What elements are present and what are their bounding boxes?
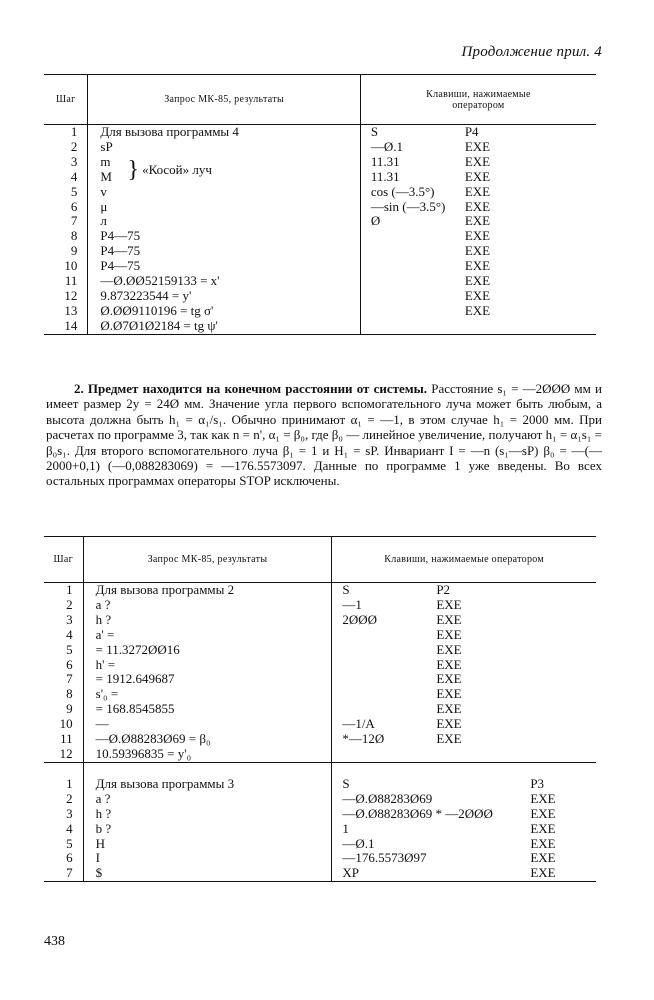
query-text: P4—75 xyxy=(100,228,141,244)
step-number: 9 xyxy=(66,701,73,717)
step-number: 6 xyxy=(70,198,78,214)
query-text: —Ø.Ø88283Ø69 = β₀ xyxy=(95,731,211,747)
key-exe: EXE xyxy=(464,258,491,274)
key-exe: EXE xyxy=(530,820,556,836)
step-number: 5 xyxy=(70,183,78,199)
query-text: h ? xyxy=(95,611,112,627)
key-exe: EXE xyxy=(464,228,491,244)
key-exe: EXE xyxy=(464,273,491,289)
key-exe: EXE xyxy=(464,243,491,259)
key-exe: EXE xyxy=(464,213,491,229)
key-input: —Ø.1 xyxy=(370,138,403,154)
key-input: *—12Ø xyxy=(342,731,385,747)
query-column xyxy=(88,125,360,335)
col-header-query: Запрос МК-85, результаты xyxy=(88,75,360,125)
query-text: I xyxy=(95,850,100,866)
query-column xyxy=(83,583,332,763)
query-text: Для вызова программы 3 xyxy=(95,775,235,791)
key-exe: EXE xyxy=(464,168,491,184)
key-sequence xyxy=(361,140,596,155)
key-sequence xyxy=(361,200,596,215)
key-input: —1 xyxy=(342,596,362,612)
key-input: 11.31 xyxy=(370,168,400,184)
step-number: 12 xyxy=(64,287,78,303)
key-input: —1/A xyxy=(342,716,375,732)
step-number: 3 xyxy=(70,153,78,169)
key-exe: EXE xyxy=(464,198,491,214)
key-exe: P4 xyxy=(464,124,479,139)
step-column xyxy=(44,125,88,335)
key-exe: EXE xyxy=(464,153,491,169)
query-text: M xyxy=(100,168,112,184)
step-number: 1 xyxy=(66,775,73,791)
step-number: 5 xyxy=(66,835,73,851)
step-number: 4 xyxy=(66,820,73,836)
key-sequence xyxy=(332,747,596,762)
query-text: a ? xyxy=(95,790,111,806)
step-number: 10 xyxy=(59,716,73,732)
col-header-step: Шаг xyxy=(44,537,83,583)
key-sequence xyxy=(332,598,596,613)
key-exe: EXE xyxy=(530,865,556,881)
key-sequence xyxy=(332,702,596,717)
key-sequence xyxy=(361,244,596,259)
key-sequence xyxy=(332,658,596,673)
key-input: cos (—3.5°) xyxy=(370,183,435,199)
query-text: — xyxy=(95,716,109,732)
key-sequence xyxy=(332,837,596,852)
key-sequence xyxy=(332,732,596,747)
step-column xyxy=(44,762,83,881)
key-exe: EXE xyxy=(436,671,462,687)
paragraph-lead: 2. Предмет находится на конечном расстоянии от системы. xyxy=(74,381,428,396)
key-exe: EXE xyxy=(436,731,462,747)
key-exe: EXE xyxy=(436,716,462,732)
step-number: 11 xyxy=(60,731,73,747)
table-program-4 xyxy=(44,74,596,335)
key-sequence xyxy=(332,866,596,881)
key-exe: EXE xyxy=(436,641,462,657)
key-exe: EXE xyxy=(530,835,556,851)
query-text: μ xyxy=(100,198,108,214)
key-sequence xyxy=(361,214,596,229)
page-number: 438 xyxy=(44,934,65,949)
step-number: 4 xyxy=(70,168,78,184)
key-input: S xyxy=(370,124,379,139)
step-number: 4 xyxy=(66,626,73,642)
col-header-step: Шаг xyxy=(44,75,88,125)
query-text: = 1912.649687 xyxy=(95,671,175,687)
query-text: л xyxy=(100,213,107,229)
key-sequence xyxy=(361,125,596,140)
query-text: $ xyxy=(95,865,103,881)
key-exe: EXE xyxy=(436,701,462,717)
step-number: 7 xyxy=(70,213,78,229)
step-number: 3 xyxy=(66,805,73,821)
key-exe: EXE xyxy=(436,686,462,702)
key-exe: EXE xyxy=(530,805,556,821)
key-exe: EXE xyxy=(436,596,462,612)
key-sequence xyxy=(361,289,596,304)
key-sequence xyxy=(332,851,596,866)
key-exe: EXE xyxy=(436,611,462,627)
keys-column xyxy=(332,583,596,763)
step-number: 7 xyxy=(66,865,73,881)
key-sequence xyxy=(332,643,596,658)
key-exe: EXE xyxy=(436,626,462,642)
step-number: 14 xyxy=(64,317,78,333)
key-input: 2ØØØ xyxy=(342,611,377,627)
step-number: 1 xyxy=(70,124,78,139)
key-input: Ø xyxy=(370,213,381,229)
query-text: 10.59396835 = y'₀ xyxy=(95,745,192,761)
query-text: a ? xyxy=(95,596,111,612)
step-number: 11 xyxy=(64,273,78,289)
paragraph-distance-note xyxy=(46,381,602,489)
keys-column xyxy=(332,762,596,881)
query-text: Для вызова программы 4 xyxy=(100,124,239,139)
brace-symbol: } xyxy=(127,156,140,183)
key-sequence xyxy=(332,687,596,702)
step-number: 5 xyxy=(66,641,73,657)
step-number: 10 xyxy=(64,258,78,274)
step-number: 6 xyxy=(66,850,73,866)
col-header-keys: Клавиши, нажимаемые оператором xyxy=(360,75,596,125)
query-text: sP xyxy=(100,138,113,154)
query-text: = 11.3272ØØ16 xyxy=(95,641,180,657)
query-text: P4—75 xyxy=(100,258,141,274)
key-sequence xyxy=(332,628,596,643)
key-exe: EXE xyxy=(464,138,491,154)
key-sequence xyxy=(332,807,596,822)
key-exe: P3 xyxy=(530,775,545,791)
key-exe: EXE xyxy=(464,302,491,318)
step-number: 12 xyxy=(59,745,73,761)
step-number: 1 xyxy=(66,582,73,597)
query-text: s'₀ = xyxy=(95,686,119,702)
key-exe: EXE xyxy=(464,183,491,199)
key-input: S xyxy=(342,775,350,791)
key-exe: EXE xyxy=(436,656,462,672)
key-input: —Ø.1 xyxy=(342,835,375,851)
key-sequence xyxy=(361,274,596,289)
keys-column xyxy=(360,125,596,335)
step-column xyxy=(44,583,83,763)
query-text: H xyxy=(95,835,106,851)
key-sequence xyxy=(332,672,596,687)
key-input: 1 xyxy=(342,820,349,836)
key-input: S xyxy=(342,582,350,597)
key-input: —sin (—3.5°) xyxy=(370,198,446,214)
query-text: = 168.8545855 xyxy=(95,701,175,717)
key-sequence xyxy=(361,319,596,334)
key-sequence xyxy=(332,583,596,598)
paragraph-body: Расстояние s₁ = —2ØØØ мм и имеет размер 2y = 24Ø мм. Значение угла первого вспомогательного луча может быть любым, а высота должна быть h₁ = α₁/s₁. Обычно принимают α₁ = —1, в этом случае h₁ = 2000 мм. При расчетах по программе 3, так как n = n', α₁ = β₀, где β₀ — линейное увеличение, получают h₁ = α₁s₁ = β₀s₁. Для второго вспомогательного луча β₁ = 1 и H₁ = sP. Инвариант I = —n (s₁—sP) β₀ = —(—2000+0,1) (—0,088283069) = —176.5573097. Данные по программе 1 уже введены. Во всех остальных программах операторы STOP исключены. xyxy=(46,381,602,489)
step-number: 7 xyxy=(66,671,73,687)
table-program-2-3 xyxy=(44,536,596,882)
query-text: Для вызова программы 2 xyxy=(95,582,235,597)
step-number: 2 xyxy=(66,790,73,806)
query-text: —Ø.ØØ52159133 = x' xyxy=(100,273,220,289)
key-sequence xyxy=(332,777,596,792)
query-text: h' = xyxy=(95,656,116,672)
key-input: —Ø.Ø88283Ø69 * —2ØØØ xyxy=(342,805,493,821)
key-sequence xyxy=(332,613,596,628)
key-sequence xyxy=(332,792,596,807)
running-header: Продолжение прил. 4 xyxy=(461,44,602,60)
query-text: P4—75 xyxy=(100,243,141,259)
key-sequence xyxy=(332,717,596,732)
key-input: —Ø.Ø88283Ø69 xyxy=(342,790,433,806)
key-exe: EXE xyxy=(464,287,491,303)
key-exe: EXE xyxy=(530,790,556,806)
query-text: h ? xyxy=(95,805,112,821)
step-number: 2 xyxy=(66,596,73,612)
step-number: 3 xyxy=(66,611,73,627)
step-number: 8 xyxy=(70,228,78,244)
step-number: 8 xyxy=(66,686,73,702)
col-header-query: Запрос МК-85, результаты xyxy=(83,537,332,583)
query-text: m } «Косой» луч xyxy=(100,153,212,183)
query-text: Ø.ØØ9110196 = tg σ' xyxy=(100,302,214,318)
key-sequence xyxy=(332,822,596,837)
key-input: —176.5573Ø97 xyxy=(342,850,427,866)
key-sequence xyxy=(361,170,596,185)
step-number: 2 xyxy=(70,138,78,154)
key-sequence xyxy=(361,229,596,244)
key-exe: EXE xyxy=(530,850,556,866)
query-text: b ? xyxy=(95,820,112,836)
key-sequence xyxy=(361,185,596,200)
brace-label: «Косой» луч xyxy=(142,161,212,177)
query-text: v xyxy=(100,183,107,199)
key-exe: P2 xyxy=(436,582,451,597)
step-number: 9 xyxy=(70,243,78,259)
query-column xyxy=(83,762,332,881)
key-sequence xyxy=(361,155,596,170)
query-text: Ø.Ø7Ø1Ø2184 = tg ψ' xyxy=(100,317,218,333)
key-input: 11.31 xyxy=(370,153,400,169)
step-number: 13 xyxy=(64,302,78,318)
step-number: 6 xyxy=(66,656,73,672)
col-header-keys: Клавиши, нажимаемые оператором xyxy=(332,537,596,583)
key-sequence xyxy=(361,259,596,274)
query-text: 9.873223544 = y' xyxy=(100,287,192,303)
key-input: XP xyxy=(342,865,359,881)
query-text: a' = xyxy=(95,626,115,642)
key-sequence xyxy=(361,304,596,319)
brace-group xyxy=(125,156,212,183)
